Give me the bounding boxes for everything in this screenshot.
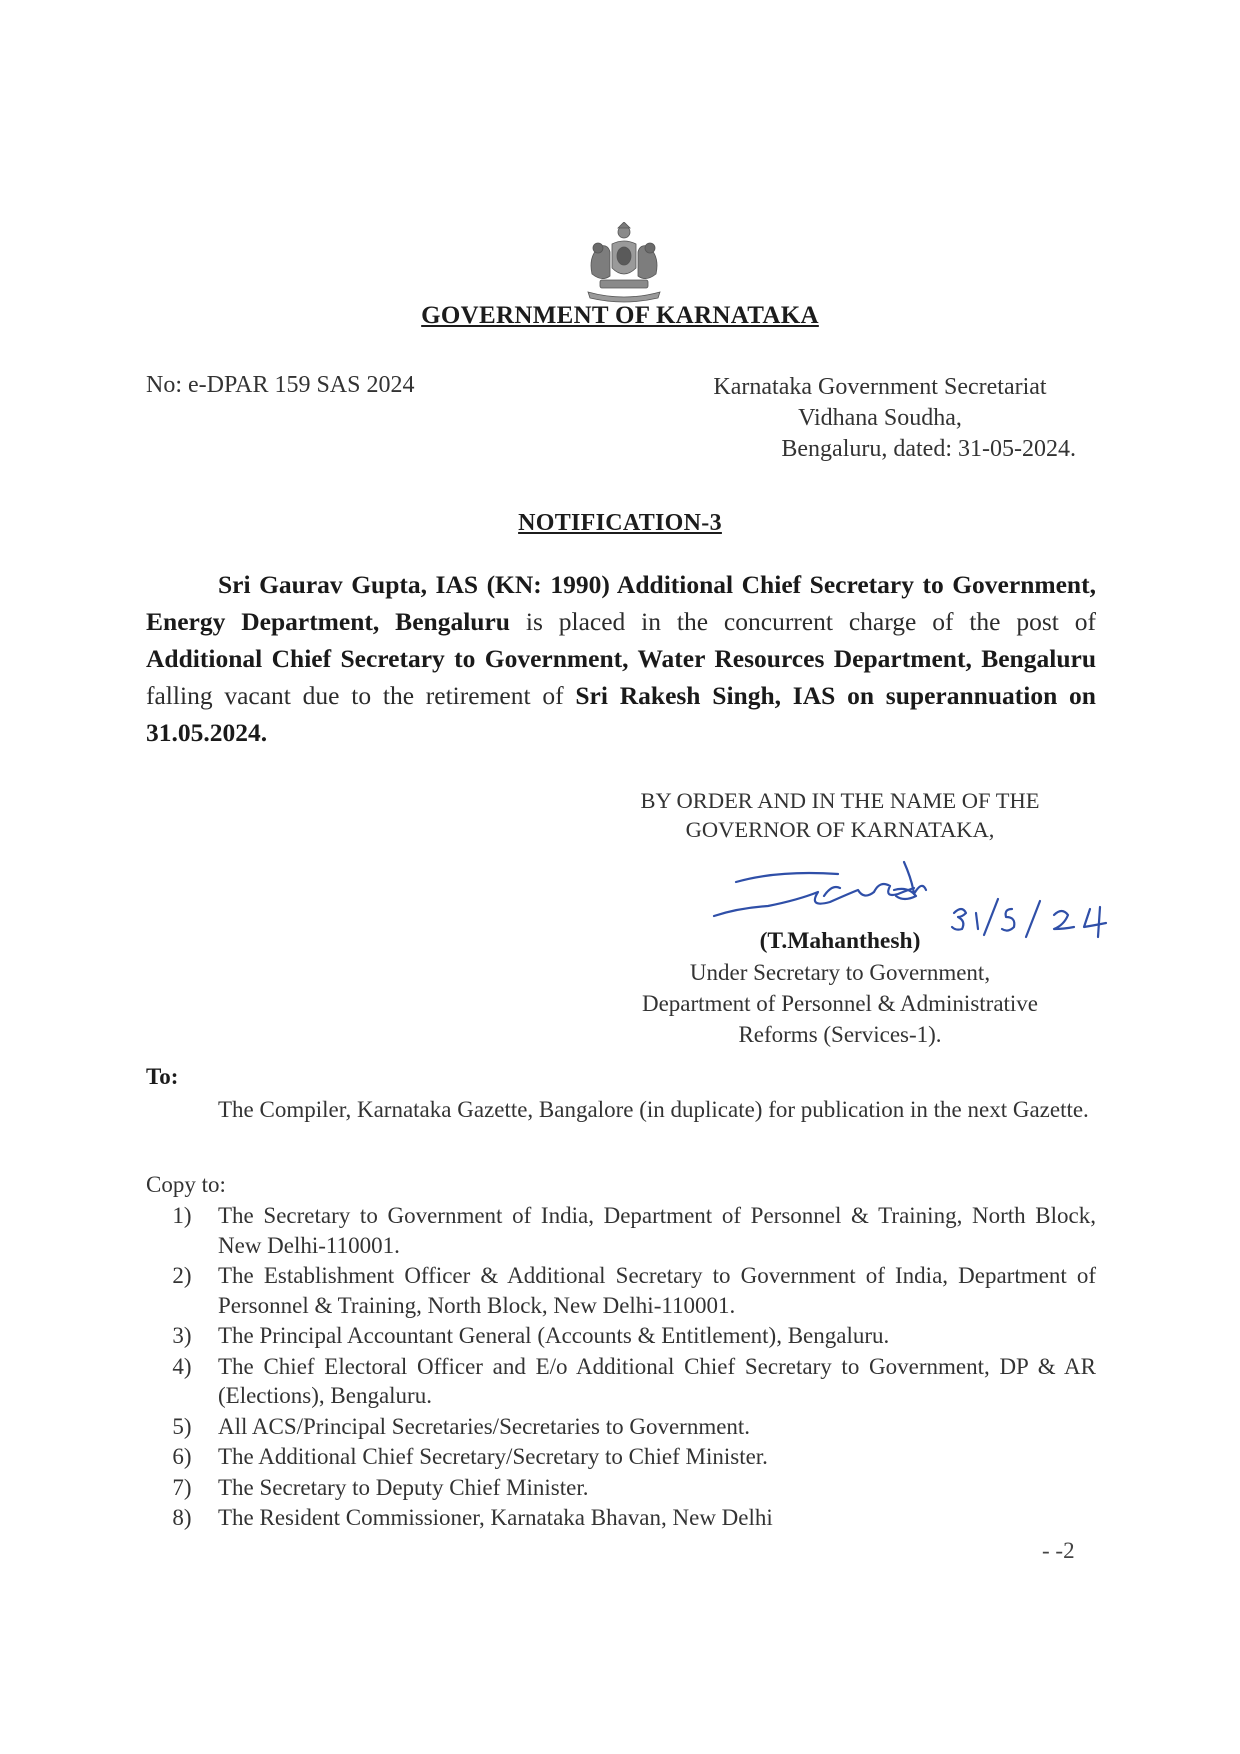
handwritten-signature-icon (708, 850, 948, 930)
government-title: GOVERNMENT OF KARNATAKA (421, 302, 819, 329)
copy-to-item (146, 1473, 1096, 1503)
copy-item-number: 7) (172, 1474, 192, 1500)
copy-item-number: 8) (172, 1505, 192, 1530)
copy-to-item (146, 1261, 1096, 1320)
to-label: To: (146, 1064, 179, 1089)
signatory-block (560, 926, 1120, 1050)
copy-to-label: Copy to: (146, 1172, 226, 1197)
signatory-name: (T.Mahanthesh) (759, 928, 921, 954)
to-recipient (146, 1094, 1096, 1125)
notification-body (146, 566, 1096, 751)
copy-to-item (146, 1503, 1096, 1533)
order-clause (590, 786, 1090, 844)
next-page-indicator: - -2 (1042, 1538, 1075, 1563)
body-text-2: falling vacant due to the retirement of (146, 681, 576, 710)
address-line-2: Vidhana Soudha, (798, 405, 962, 431)
copy-item-number: 3) (172, 1323, 192, 1348)
copy-item-text: The Resident Commissioner, Karnataka Bhavan, New Delhi (218, 1505, 773, 1530)
copy-item-number: 4) (172, 1353, 192, 1379)
copy-to-item (146, 1201, 1096, 1260)
karnataka-state-emblem-icon (574, 222, 674, 306)
copy-item-number: 5) (172, 1413, 192, 1439)
copy-item-text: The Secretary to Deputy Chief Minister. (218, 1474, 589, 1500)
copy-to-item (146, 1442, 1096, 1472)
officer-name: Sri Gaurav Gupta, IAS (KN: 1990) Additional Chief Secretary to Government, Energy Department, Bengaluru (146, 570, 1096, 636)
order-line-2: GOVERNOR OF KARNATAKA, (685, 817, 995, 842)
copy-to-item (146, 1352, 1096, 1411)
copy-item-number: 1) (172, 1203, 192, 1228)
to-recipient-text: The Compiler, Karnataka Gazette, Bangalore (in duplicate) for publication in the next Gazette. (218, 1097, 1089, 1122)
address-line-1: Karnataka Government Secretariat (713, 374, 1047, 400)
issue-date: Bengaluru, dated: 31-05-2024. (781, 436, 1076, 462)
copy-item-number: 6) (172, 1444, 192, 1469)
issuing-address (670, 372, 1090, 465)
copy-item-text: The Chief Electoral Officer and E/o Additional Chief Secretary to Government, DP & AR (Elections), Bengaluru. (218, 1353, 1096, 1408)
copy-item-text: The Establishment Officer & Additional Secretary to Government of India, Department of Personnel & Training, North Block, New Delhi-110001. (218, 1263, 1096, 1318)
post-name: Additional Chief Secretary to Government, Water Resources Department, Bengaluru (146, 644, 1096, 673)
copy-item-text: The Secretary to Government of India, Department of Personnel & Training, North Block, New Delhi-110001. (218, 1203, 1096, 1258)
signatory-designation-3: Reforms (Services-1). (738, 1022, 942, 1047)
copy-item-number: 2) (172, 1263, 192, 1288)
copy-item-text: The Additional Chief Secretary/Secretary to Chief Minister. (218, 1444, 768, 1469)
copy-to-item (146, 1412, 1096, 1442)
copy-item-text: All ACS/Principal Secretaries/Secretaries to Government. (218, 1413, 751, 1439)
reference-number: No: e-DPAR 159 SAS 2024 (146, 372, 415, 398)
retiring-officer: Sri Rakesh Singh, IAS on superannuation on 31.05.2024. (146, 681, 1096, 747)
order-line-1: BY ORDER AND IN THE NAME OF THE (640, 788, 1040, 813)
copy-to-list (146, 1201, 1096, 1534)
copy-item-text: The Principal Accountant General (Accounts & Entitlement), Bengaluru. (218, 1323, 890, 1348)
signatory-designation-1: Under Secretary to Government, (689, 960, 991, 985)
copy-to-item (146, 1321, 1096, 1351)
notification-title: NOTIFICATION-3 (518, 510, 722, 536)
signatory-designation-2: Department of Personnel & Administrative (641, 991, 1039, 1016)
body-text-1: is placed in the concurrent charge of the post of (509, 607, 1097, 636)
